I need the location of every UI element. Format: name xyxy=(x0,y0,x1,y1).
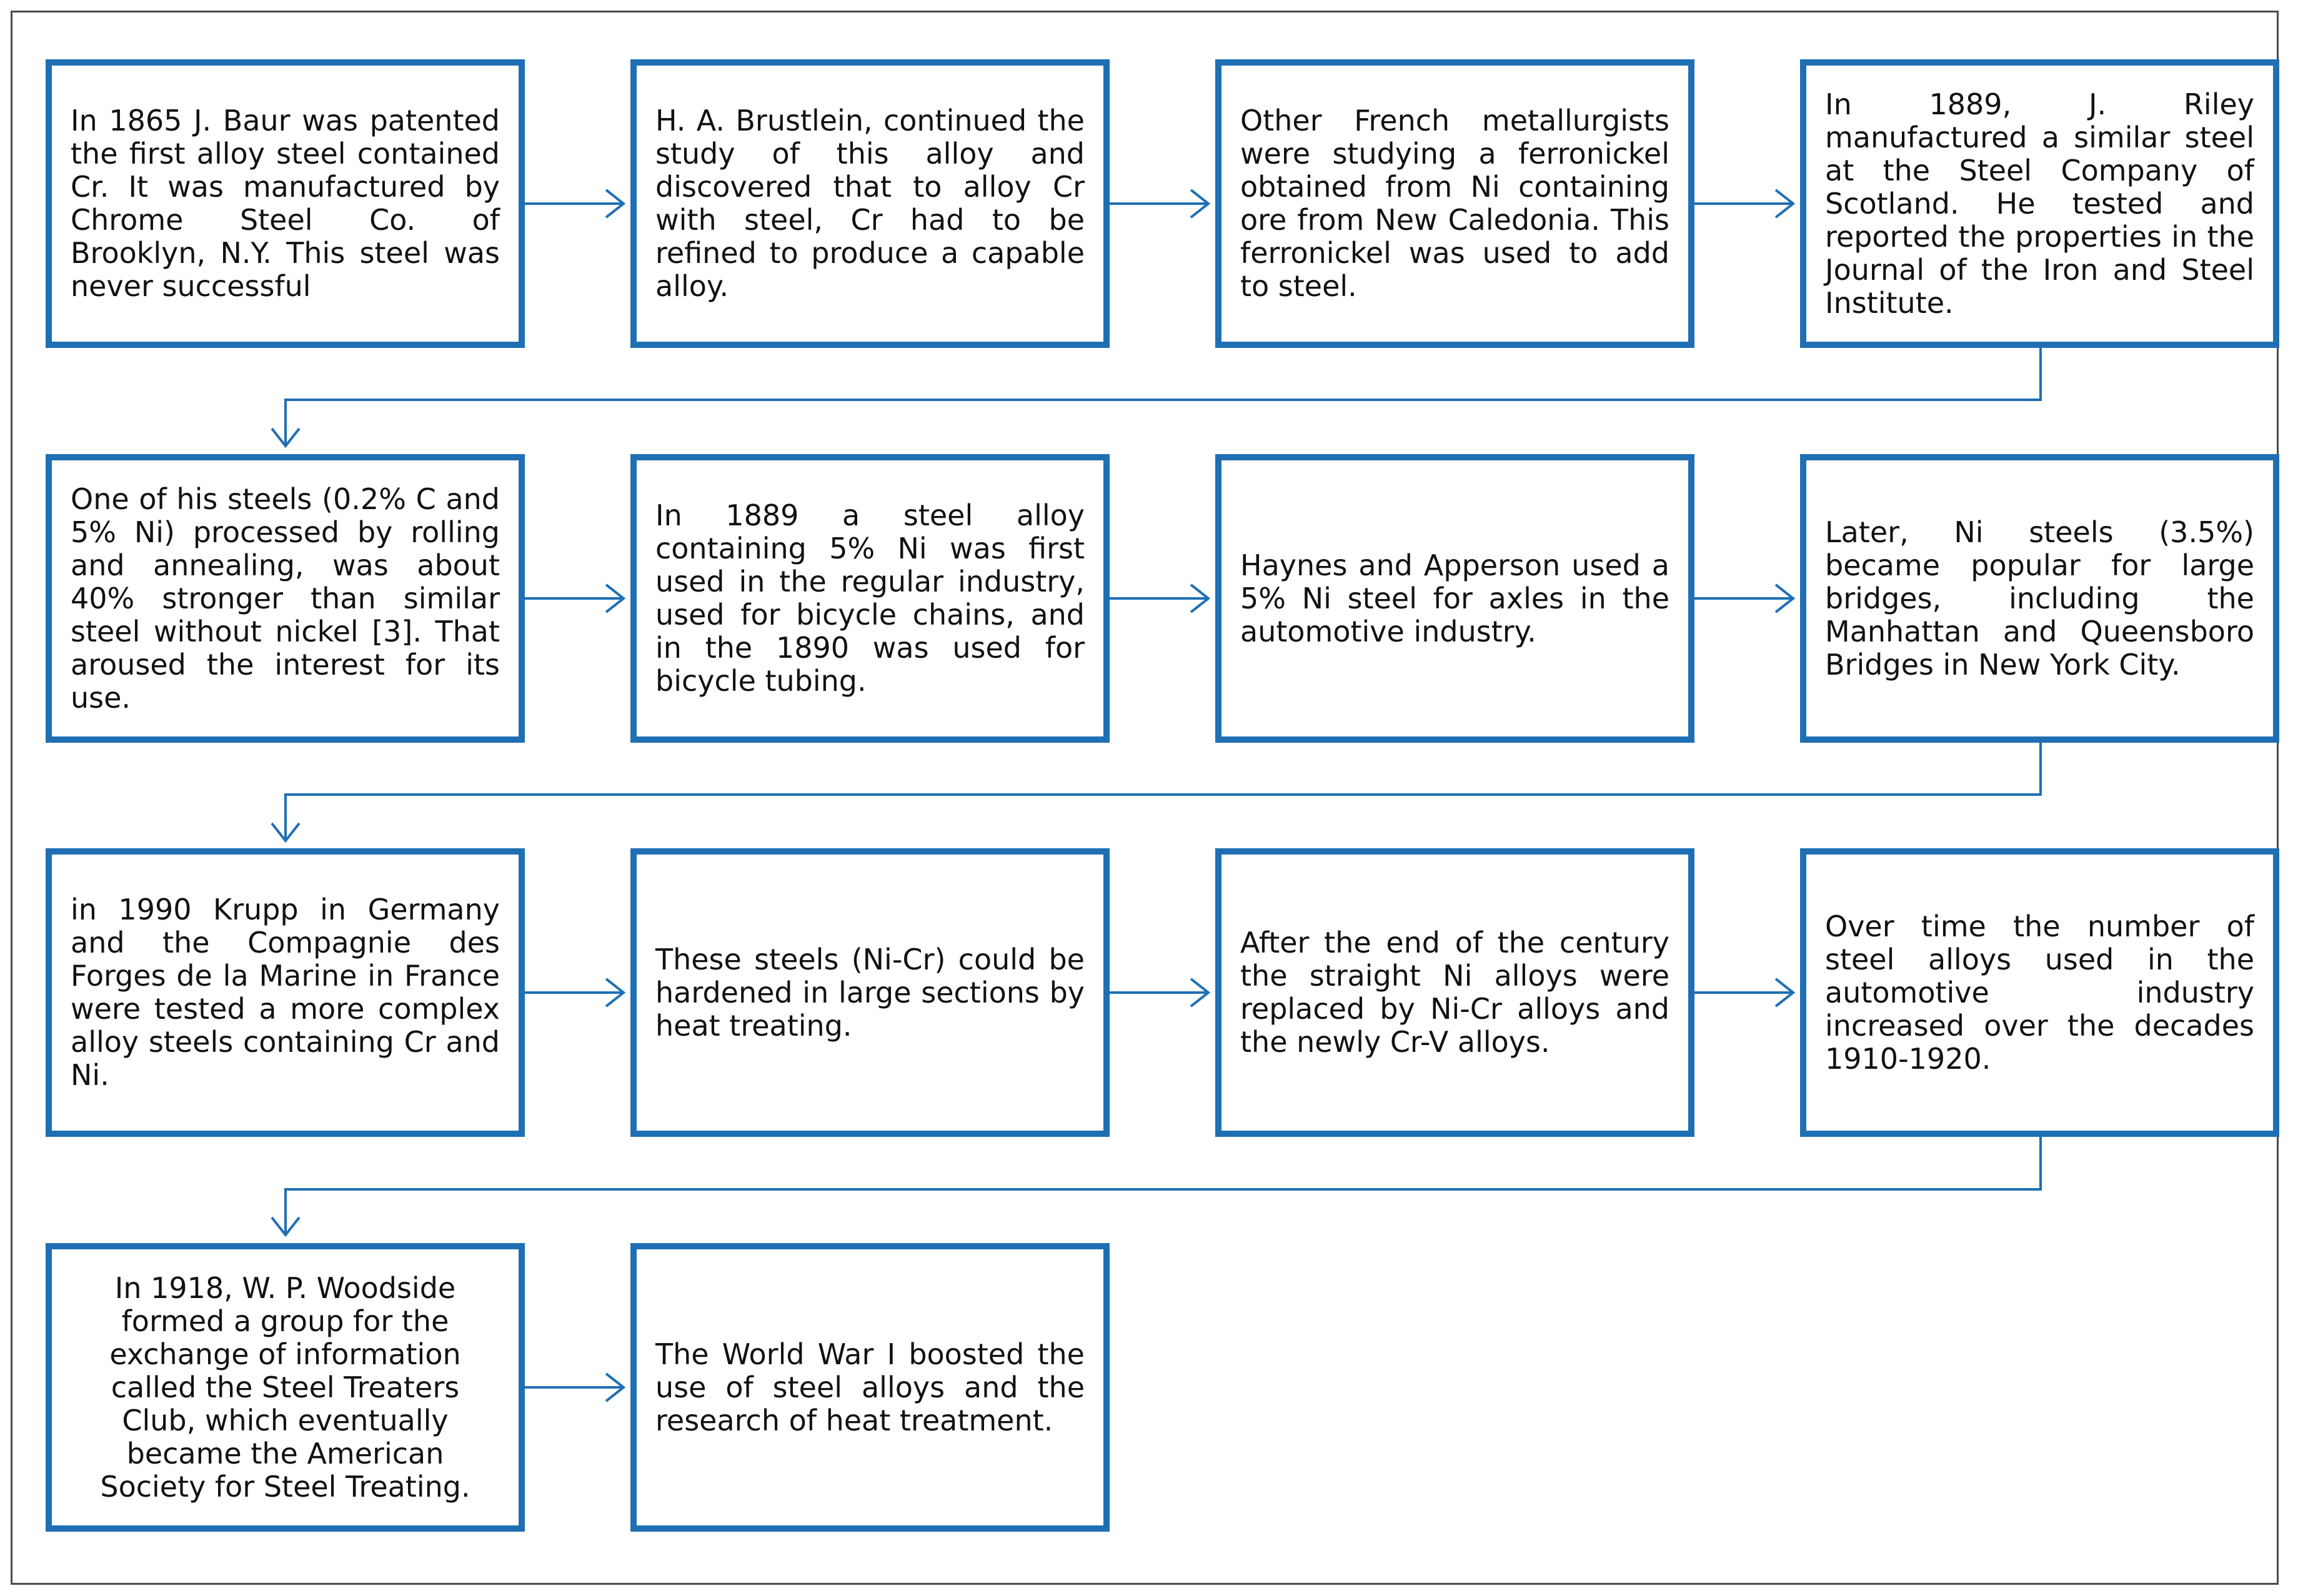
flow-box-3-text: Other French metallurgists were studying a ferronickel obtained from Ni containing ore from New Caledonia. This ferronickel was used to add to steel. xyxy=(1240,104,1669,303)
flow-box-14 xyxy=(630,1243,1110,1532)
arrow-b13-b14 xyxy=(525,1374,624,1401)
arrow-b9-b10 xyxy=(525,979,624,1006)
flow-box-12-text: Over time the number of steel alloys used in the automotive industry increased over the decades 1910-1920. xyxy=(1825,909,2254,1076)
arrow-b3-b4 xyxy=(1694,190,1793,217)
flow-box-6-text: In 1889 a steel alloy containing 5% Ni was first used in the regular industry, used for bicycle chains, and in the 1890 was used for bicycle tubing. xyxy=(655,498,1085,698)
arrow-b6-b7 xyxy=(1110,585,1208,612)
flow-box-13-text: In 1918, W. P. Woodside formed a group for the exchange of information called the Steel Treaters Club, which eventually became the American Society for Steel Treating. xyxy=(100,1271,470,1504)
arrow-b5-b6 xyxy=(525,585,624,612)
flow-box-8-text: Later, Ni steels (3.5%) became popular for large bridges, including the Manhattan and Queensboro Bridges in New York City. xyxy=(1825,515,2254,682)
flow-box-3 xyxy=(1215,59,1694,348)
flow-box-7 xyxy=(1215,454,1694,743)
flow-box-12 xyxy=(1800,848,2279,1137)
flow-box-2 xyxy=(630,59,1110,348)
flow-box-1 xyxy=(46,59,525,348)
arrow-b7-b8 xyxy=(1694,585,1793,612)
flow-box-7-text: Haynes and Apperson used a 5% Ni steel for axles in the automotive industry. xyxy=(1240,548,1669,648)
flow-box-13 xyxy=(46,1243,525,1532)
flow-box-6 xyxy=(630,454,1110,743)
arrow-b1-b2 xyxy=(525,190,624,217)
flow-box-4-text: In 1889, J. Riley manufactured a similar steel at the Steel Company of Scotland. He tested and reported the properties in the Journal of the Iron and Steel Institute. xyxy=(1825,87,2254,320)
flow-box-2-text: H. A. Brustlein, continued the study of this alloy and discovered that to alloy Cr with steel, Cr had to be refined to produce a capable alloy. xyxy=(655,104,1085,303)
arrow-b4-b5 xyxy=(272,348,2041,446)
flow-box-9 xyxy=(46,848,525,1137)
flow-box-10-text: These steels (Ni-Cr) could be hardened in large sections by heat treating. xyxy=(655,942,1085,1043)
arrow-b12-b13 xyxy=(272,1137,2041,1235)
flow-box-8 xyxy=(1800,454,2279,743)
flow-box-14-text: The World War I boosted the use of steel alloys and the research of heat treatment. xyxy=(655,1337,1085,1437)
flow-box-11 xyxy=(1215,848,1694,1137)
arrow-b10-b11 xyxy=(1110,979,1208,1006)
flow-box-11-text: After the end of the century the straight Ni alloys were replaced by Ni-Cr alloys and the newly Cr-V alloys. xyxy=(1240,926,1669,1059)
flow-box-5 xyxy=(46,454,525,743)
flow-box-4 xyxy=(1800,59,2279,348)
flow-box-5-text: One of his steels (0.2% C and 5% Ni) processed by rolling and annealing, was about 40% stronger than similar steel without nickel [3]. That aroused the interest for its use. xyxy=(71,482,500,715)
arrow-b8-b9 xyxy=(272,743,2041,841)
flow-box-1-text: In 1865 J. Baur was patented the first alloy steel contained Cr. It was manufactured by Chrome Steel Co. of Brooklyn, N.Y. This steel was never successful xyxy=(71,104,500,303)
flow-box-10 xyxy=(630,848,1110,1137)
flow-box-9-text: in 1990 Krupp in Germany and the Compagnie des Forges de la Marine in France were tested a more complex alloy steels containing Cr and Ni. xyxy=(71,893,500,1092)
arrow-b11-b12 xyxy=(1694,979,1793,1006)
arrow-b2-b3 xyxy=(1110,190,1208,217)
